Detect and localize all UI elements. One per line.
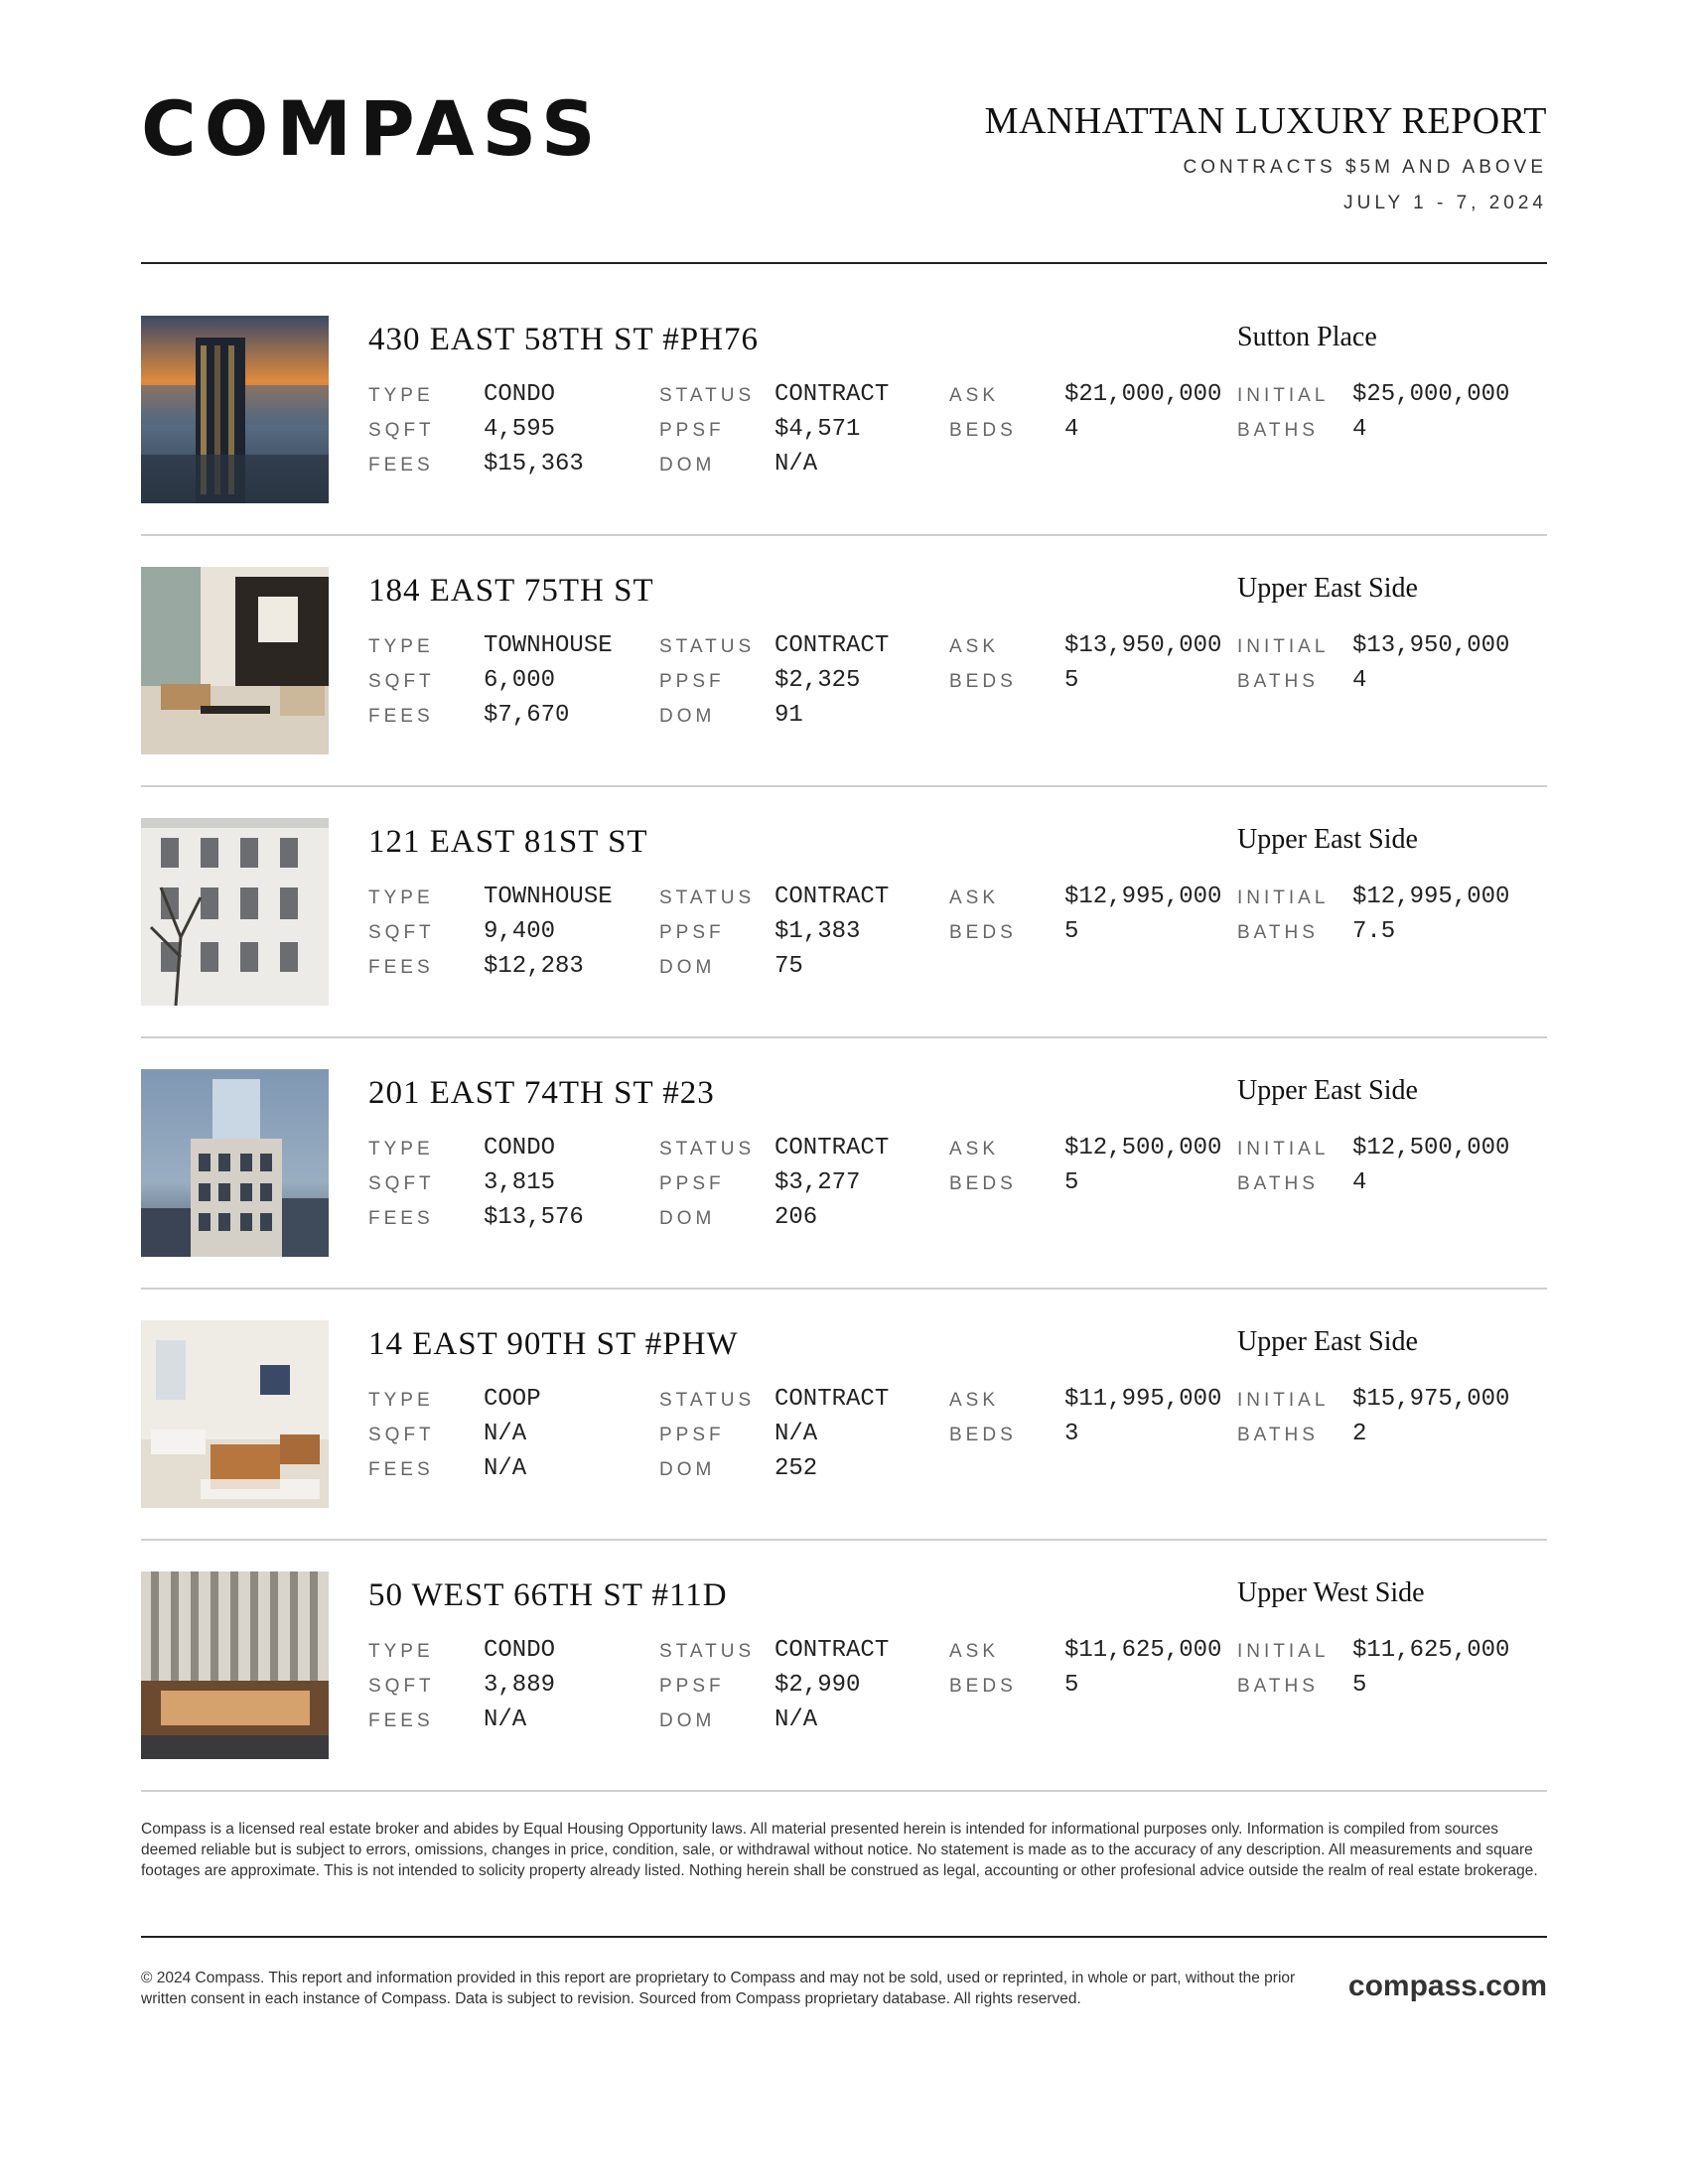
type-value: TOWNHOUSE [484, 884, 613, 910]
ask-label: ASK [949, 1390, 1000, 1411]
footer-divider [141, 1936, 1547, 1938]
initial-value: $25,000,000 [1352, 381, 1510, 408]
status-value: CONTRACT [774, 381, 890, 408]
ppsf-value: $1,383 [774, 918, 861, 945]
sqft-label: SQFT [368, 1676, 435, 1697]
salon-interior-image [141, 1320, 329, 1508]
tower-sunset-image [141, 316, 329, 503]
header-divider [141, 262, 1547, 264]
listing-divider [141, 1790, 1547, 1792]
status-value: CONTRACT [774, 1135, 890, 1161]
ask-label: ASK [949, 636, 1000, 657]
dom-label: DOM [659, 1710, 716, 1731]
ask-value: $21,000,000 [1064, 381, 1222, 408]
status-label: STATUS [659, 887, 756, 908]
townhouse-facade-image [141, 818, 329, 1006]
dom-label: DOM [659, 1459, 716, 1480]
type-value: TOWNHOUSE [484, 632, 613, 659]
listing-row [141, 1069, 1547, 1258]
status-label: STATUS [659, 385, 756, 406]
ask-value: $11,995,000 [1064, 1386, 1222, 1413]
listing-divider [141, 1036, 1547, 1038]
listing-neighborhood: Upper West Side [1237, 1577, 1425, 1608]
beds-label: BEDS [949, 420, 1017, 441]
report-date-range: JULY 1 - 7, 2024 [1343, 193, 1547, 213]
building-lobby-image [141, 1571, 329, 1759]
footer-website-link[interactable]: compass.com [1347, 1970, 1547, 2002]
report-subtitle: CONTRACTS $5M AND ABOVE [1183, 157, 1547, 178]
sqft-value: 4,595 [484, 416, 556, 443]
initial-value: $15,975,000 [1352, 1386, 1510, 1413]
status-label: STATUS [659, 1139, 756, 1160]
fees-value: N/A [484, 1706, 527, 1733]
dom-value: N/A [774, 451, 818, 478]
beds-label: BEDS [949, 671, 1017, 692]
sqft-value: 3,889 [484, 1672, 556, 1699]
beds-label: BEDS [949, 1425, 1017, 1445]
fees-label: FEES [368, 455, 434, 476]
fees-value: N/A [484, 1455, 527, 1482]
baths-label: BATHS [1237, 1676, 1319, 1697]
dom-value: 252 [774, 1455, 818, 1482]
sqft-label: SQFT [368, 922, 435, 943]
baths-value: 7.5 [1352, 918, 1396, 945]
listing-address: 184 EAST 75TH ST [368, 573, 654, 609]
sqft-value: 6,000 [484, 667, 556, 694]
beds-value: 3 [1064, 1421, 1079, 1447]
sqft-value: 3,815 [484, 1169, 556, 1196]
sqft-value: 9,400 [484, 918, 556, 945]
dom-value: 91 [774, 702, 803, 729]
ask-value: $11,625,000 [1064, 1637, 1222, 1664]
type-label: TYPE [368, 385, 434, 406]
ask-label: ASK [949, 385, 1000, 406]
fees-label: FEES [368, 1459, 434, 1480]
dom-label: DOM [659, 455, 716, 476]
listing-row [141, 1320, 1547, 1509]
compass-logo: COMPASS [141, 84, 604, 173]
sqft-label: SQFT [368, 1425, 435, 1445]
ppsf-label: PPSF [659, 420, 725, 441]
status-label: STATUS [659, 1641, 756, 1662]
listing-photo [141, 1069, 329, 1257]
fees-label: FEES [368, 957, 434, 978]
listing-address: 50 WEST 66TH ST #11D [368, 1577, 728, 1613]
ppsf-label: PPSF [659, 1425, 725, 1445]
tower-dusk-image [141, 1069, 329, 1257]
status-value: CONTRACT [774, 1386, 890, 1413]
baths-value: 5 [1352, 1672, 1367, 1699]
baths-value: 4 [1352, 416, 1367, 443]
ppsf-value: N/A [774, 1421, 818, 1447]
ask-label: ASK [949, 1641, 1000, 1662]
baths-value: 4 [1352, 1169, 1367, 1196]
type-value: CONDO [484, 1135, 556, 1161]
beds-label: BEDS [949, 1173, 1017, 1194]
dom-label: DOM [659, 706, 716, 727]
type-label: TYPE [368, 1641, 434, 1662]
ppsf-label: PPSF [659, 1676, 725, 1697]
baths-label: BATHS [1237, 1425, 1319, 1445]
living-room-image [141, 567, 329, 754]
ppsf-value: $4,571 [774, 416, 861, 443]
initial-value: $12,500,000 [1352, 1135, 1510, 1161]
initial-label: INITIAL [1237, 1139, 1330, 1160]
listing-neighborhood: Upper East Side [1237, 1326, 1418, 1357]
beds-value: 5 [1064, 1169, 1079, 1196]
listing-neighborhood: Upper East Side [1237, 573, 1418, 604]
listing-address: 121 EAST 81ST ST [368, 824, 648, 860]
copyright-notice: © 2024 Compass. This report and information provided in this report are proprietary to Compass and may not be sold, used or reprinted, in whole or part, without the prior written consent in each instance of Compass. Data is subject to revision. Sourced from Compass proprietary database. All rights reserved. [141, 1970, 1296, 2007]
type-label: TYPE [368, 1390, 434, 1411]
fees-label: FEES [368, 1710, 434, 1731]
initial-label: INITIAL [1237, 385, 1330, 406]
listing-divider [141, 1539, 1547, 1541]
beds-value: 5 [1064, 1672, 1079, 1699]
ppsf-label: PPSF [659, 922, 725, 943]
sqft-label: SQFT [368, 671, 435, 692]
listing-neighborhood: Upper East Side [1237, 824, 1418, 855]
ask-label: ASK [949, 1139, 1000, 1160]
sqft-value: N/A [484, 1421, 527, 1447]
status-value: CONTRACT [774, 1637, 890, 1664]
initial-label: INITIAL [1237, 887, 1330, 908]
beds-value: 5 [1064, 918, 1079, 945]
beds-value: 4 [1064, 416, 1079, 443]
ppsf-value: $2,325 [774, 667, 861, 694]
listing-divider [141, 534, 1547, 536]
listing-row [141, 316, 1547, 504]
dom-value: 206 [774, 1204, 818, 1231]
baths-value: 2 [1352, 1421, 1367, 1447]
listing-photo [141, 567, 329, 754]
type-label: TYPE [368, 636, 434, 657]
dom-value: 75 [774, 953, 803, 980]
baths-label: BATHS [1237, 1173, 1319, 1194]
type-label: TYPE [368, 1139, 434, 1160]
listing-photo [141, 818, 329, 1006]
initial-value: $13,950,000 [1352, 632, 1510, 659]
beds-value: 5 [1064, 667, 1079, 694]
sqft-label: SQFT [368, 420, 435, 441]
listing-photo [141, 316, 329, 503]
type-label: TYPE [368, 887, 434, 908]
initial-label: INITIAL [1237, 1390, 1330, 1411]
listing-row [141, 818, 1547, 1007]
listing-address: 430 EAST 58TH ST #PH76 [368, 322, 759, 357]
fees-label: FEES [368, 1208, 434, 1229]
initial-label: INITIAL [1237, 636, 1330, 657]
listing-divider [141, 1288, 1547, 1290]
baths-label: BATHS [1237, 922, 1319, 943]
listing-address: 201 EAST 74TH ST #23 [368, 1075, 715, 1111]
status-value: CONTRACT [774, 884, 890, 910]
baths-label: BATHS [1237, 671, 1319, 692]
legal-disclaimer: Compass is a licensed real estate broker and abides by Equal Housing Opportunity laws. All material presented herein is intended for informational purposes only. Information is compiled from sources deemed reliable but is subject to errors, omissions, changes in price, condition, sale, or withdrawal without notice. No statement is made as to the accuracy of any description. All measurements and square footages are approximate. This is not intended to solicity property already listed. Nothing herein shall be construed as legal, accounting or other profesional advice outside the realm of real estate brokerage. [141, 1821, 1538, 1879]
listing-row [141, 1571, 1547, 1760]
status-label: STATUS [659, 1390, 756, 1411]
type-value: COOP [484, 1386, 541, 1413]
report-title: MANHATTAN LUXURY REPORT [984, 100, 1547, 142]
fees-value: $15,363 [484, 451, 584, 478]
dom-label: DOM [659, 1208, 716, 1229]
sqft-label: SQFT [368, 1173, 435, 1194]
listing-divider [141, 785, 1547, 787]
fees-label: FEES [368, 706, 434, 727]
ask-value: $12,995,000 [1064, 884, 1222, 910]
fees-value: $12,283 [484, 953, 584, 980]
ppsf-label: PPSF [659, 671, 725, 692]
dom-label: DOM [659, 957, 716, 978]
ask-label: ASK [949, 887, 1000, 908]
initial-label: INITIAL [1237, 1641, 1330, 1662]
initial-value: $12,995,000 [1352, 884, 1510, 910]
dom-value: N/A [774, 1706, 818, 1733]
listing-neighborhood: Sutton Place [1237, 322, 1377, 352]
listing-photo [141, 1320, 329, 1508]
fees-value: $13,576 [484, 1204, 584, 1231]
beds-label: BEDS [949, 922, 1017, 943]
ppsf-value: $3,277 [774, 1169, 861, 1196]
beds-label: BEDS [949, 1676, 1017, 1697]
ppsf-label: PPSF [659, 1173, 725, 1194]
initial-value: $11,625,000 [1352, 1637, 1510, 1664]
listing-photo [141, 1571, 329, 1759]
type-value: CONDO [484, 381, 556, 408]
listing-address: 14 EAST 90TH ST #PHW [368, 1326, 739, 1362]
listing-row [141, 567, 1547, 755]
ppsf-value: $2,990 [774, 1672, 861, 1699]
type-value: CONDO [484, 1637, 556, 1664]
ask-value: $13,950,000 [1064, 632, 1222, 659]
baths-value: 4 [1352, 667, 1367, 694]
baths-label: BATHS [1237, 420, 1319, 441]
status-value: CONTRACT [774, 632, 890, 659]
listing-neighborhood: Upper East Side [1237, 1075, 1418, 1106]
status-label: STATUS [659, 636, 756, 657]
ask-value: $12,500,000 [1064, 1135, 1222, 1161]
fees-value: $7,670 [484, 702, 570, 729]
